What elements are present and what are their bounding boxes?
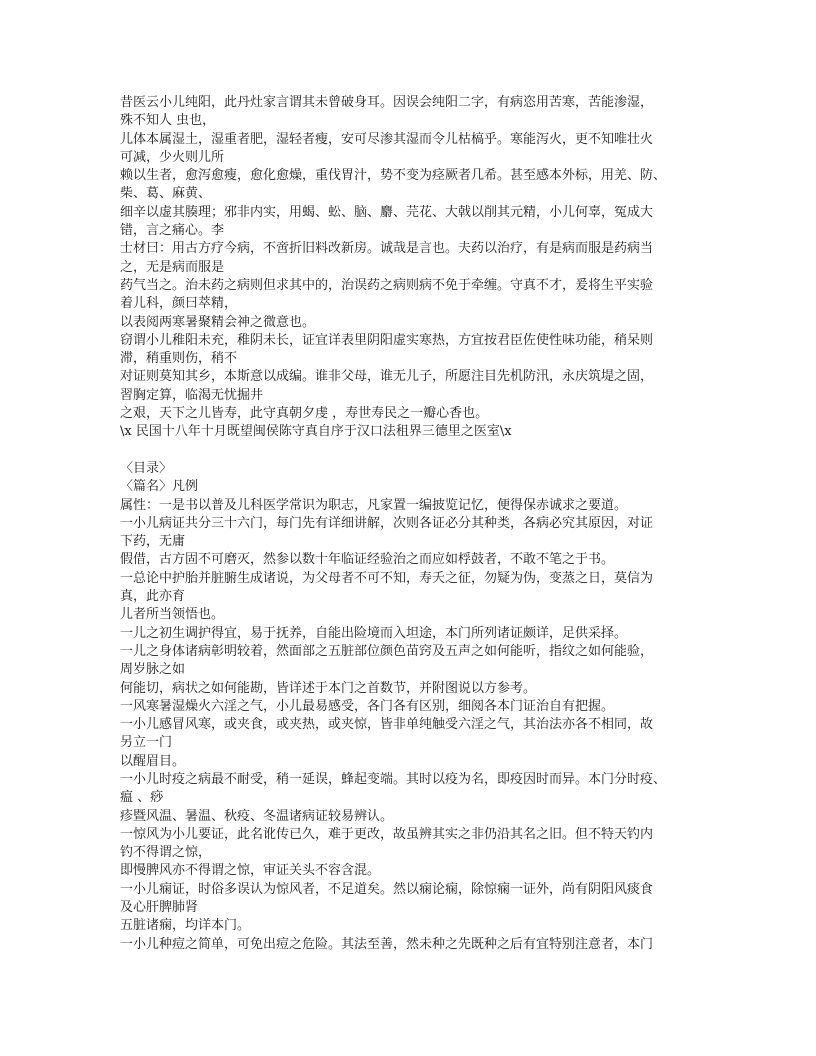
toc-line: 真，此亦育 [120, 589, 186, 605]
toc-line: 即慢脾风亦不得谓之惊，审证关头不容含混。 [120, 863, 381, 879]
toc-section [120, 460, 688, 954]
toc-line: 〈目录〉 [120, 460, 173, 476]
preface-line: 细辛以虚其腠理；邪非内实，用蝎、蚣、脑、麝、芫花、大戟以削其元精，小儿何辜，冤成大 [120, 204, 654, 220]
toc-line: 一总论中护胎并脏腑生成诸说，为父母者不可不知，寿夭之征，勿疑为伪，变蒸之日，莫信为 [120, 570, 654, 586]
preface-line: 柴、葛、麻黄、 [120, 186, 212, 202]
preface-line: 習胸定算，临渴无忧掘井 [120, 387, 264, 403]
toc-line: 儿者所当领悟也。 [120, 607, 225, 623]
section-spacer [120, 442, 688, 460]
toc-line: 属性：一是书以普及儿科医学常识为职志，凡家置一编披览记忆，便得保赤诚求之要道。 [120, 497, 628, 513]
preface-line: 之艰，天下之儿皆寿，此守真朝夕虔 ，寿世寿民之一瓣心香也。 [120, 406, 489, 422]
toc-line: 一儿之初生调护得宜，易于抚养，自能出险境而入坦途，本门所列诸证颇详，足供采择。 [120, 625, 628, 641]
preface-line: 昔医云小儿纯阳，此丹灶家言谓其未曾破身耳。因误会纯阳二字，有病恣用苦寒，苦能渗湿， [120, 95, 654, 110]
preface-line: 滞，稍重则伤，稍不 [120, 351, 238, 367]
toc-line: 何能切，病状之如何能勘，皆详述于本门之首数节，并附图说以方参考。 [120, 680, 537, 696]
preface-line: 赖以生者，愈泻愈瘦，愈化愈燥，重伐胃汁，势不变为痉厥者几希。甚至感本外标，用羌、防、 [120, 168, 667, 184]
preface-line: 之，无是病而服是 [120, 259, 225, 275]
toc-line: 假借，古方固不可磨灭，然参以数十年临证经验治之而应如桴鼓者，不敢不笔之于书。 [120, 552, 615, 568]
toc-line: 五脏诸痫，均详本门。 [120, 918, 251, 934]
toc-line: 一小儿痫证，时俗多误认为惊风者，不足道矣。然以痫论痫，除惊痫一证外，尚有阴阳风痰食 [120, 881, 654, 897]
preface-line: \x 民国十八年十月既望闽侯陈守真自序于汉口法租界三德里之医室\x [120, 424, 512, 440]
toc-line: 另立一门 [120, 735, 173, 751]
toc-line: 疹暨风温、暑温、秋疫、冬温诸病证较易辨认。 [120, 808, 394, 824]
toc-line: 瘟 、痧 [120, 790, 164, 806]
preface-line: 士材曰：用古方疗今病，不啻折旧料改新房。诚哉是言也。夫药以治疗，有是病而服是药病当 [120, 241, 654, 257]
toc-line: 钓不得谓之惊， [120, 845, 212, 861]
toc-line: 一儿之身体诸病彰明较着，然面部之五脏部位颜色苗窍及五声之如何能听，指纹之如何能验， [120, 643, 654, 659]
preface-line: 错，言之痛心。李 [120, 223, 225, 239]
preface-line: 可减，少火则儿所 [120, 149, 225, 165]
preface-section [120, 94, 688, 442]
document-body [120, 94, 688, 954]
preface-line: 以表阅两寒暑聚精会神之微意也。 [120, 314, 316, 330]
toc-line: 一惊风为小儿要证，此名讹传已久，难于更改，故虽辨其实之非仍沿其名之旧。但不特天钓内 [120, 826, 654, 842]
toc-line: 下药，无庸 [120, 534, 186, 550]
toc-line: 一小儿时疫之病最不耐受，稍一延误，蜂起变端。其时以疫为名，即疫因时而异。本门分时疫、 [120, 771, 667, 787]
toc-line: 周岁脉之如 [120, 662, 186, 678]
preface-line: 药气当之。治未药之病则但求其中的，治误药之病则病不免于牵缠。守真不才，爰将生平实验 [120, 277, 654, 293]
preface-line: 窃谓小儿稚阳未充，稚阴未长，证宜详表里阴阳虚实寒热，方宜按君臣佐使性味功能，稍呆则 [120, 332, 654, 348]
toc-line: 及心肝脾肺肾 [120, 900, 199, 916]
preface-line: 对证则莫知其乡，本斯意以成编。谁非父母，谁无儿子，所愿注目先机防汛，永庆筑堤之固， [120, 369, 654, 385]
toc-line: 一小儿感冒风寒，或夹食，或夹热，或夹惊，皆非单纯触受六淫之气，其治法亦各不相同，故 [120, 717, 654, 733]
toc-line: 一风寒暑湿燥火六淫之气，小儿最易感受，各门各有区别，细阅各本门证治自有把握。 [120, 698, 615, 714]
preface-line: 儿体本属湿土，湿重者肥，湿轻者瘦，安可尽渗其湿而令儿枯槁乎。寒能泻火，更不知唯壮火 [120, 131, 654, 147]
toc-line: 〈篇名〉凡例 [120, 479, 199, 495]
toc-line: 一小儿种痘之简单，可免出痘之危险。其法至善，然未种之先既种之后有宜特别注意者，本门 [120, 936, 654, 952]
toc-line: 以醒眉目。 [120, 753, 186, 769]
preface-line: 着儿科，颜曰萃精， [120, 296, 238, 312]
toc-line: 一小儿病证共分三十六门，每门先有详细讲解，次则各证必分其种类，各病必究其原因，对证 [120, 515, 654, 531]
preface-line: 殊不知人 虫也， [120, 113, 216, 129]
